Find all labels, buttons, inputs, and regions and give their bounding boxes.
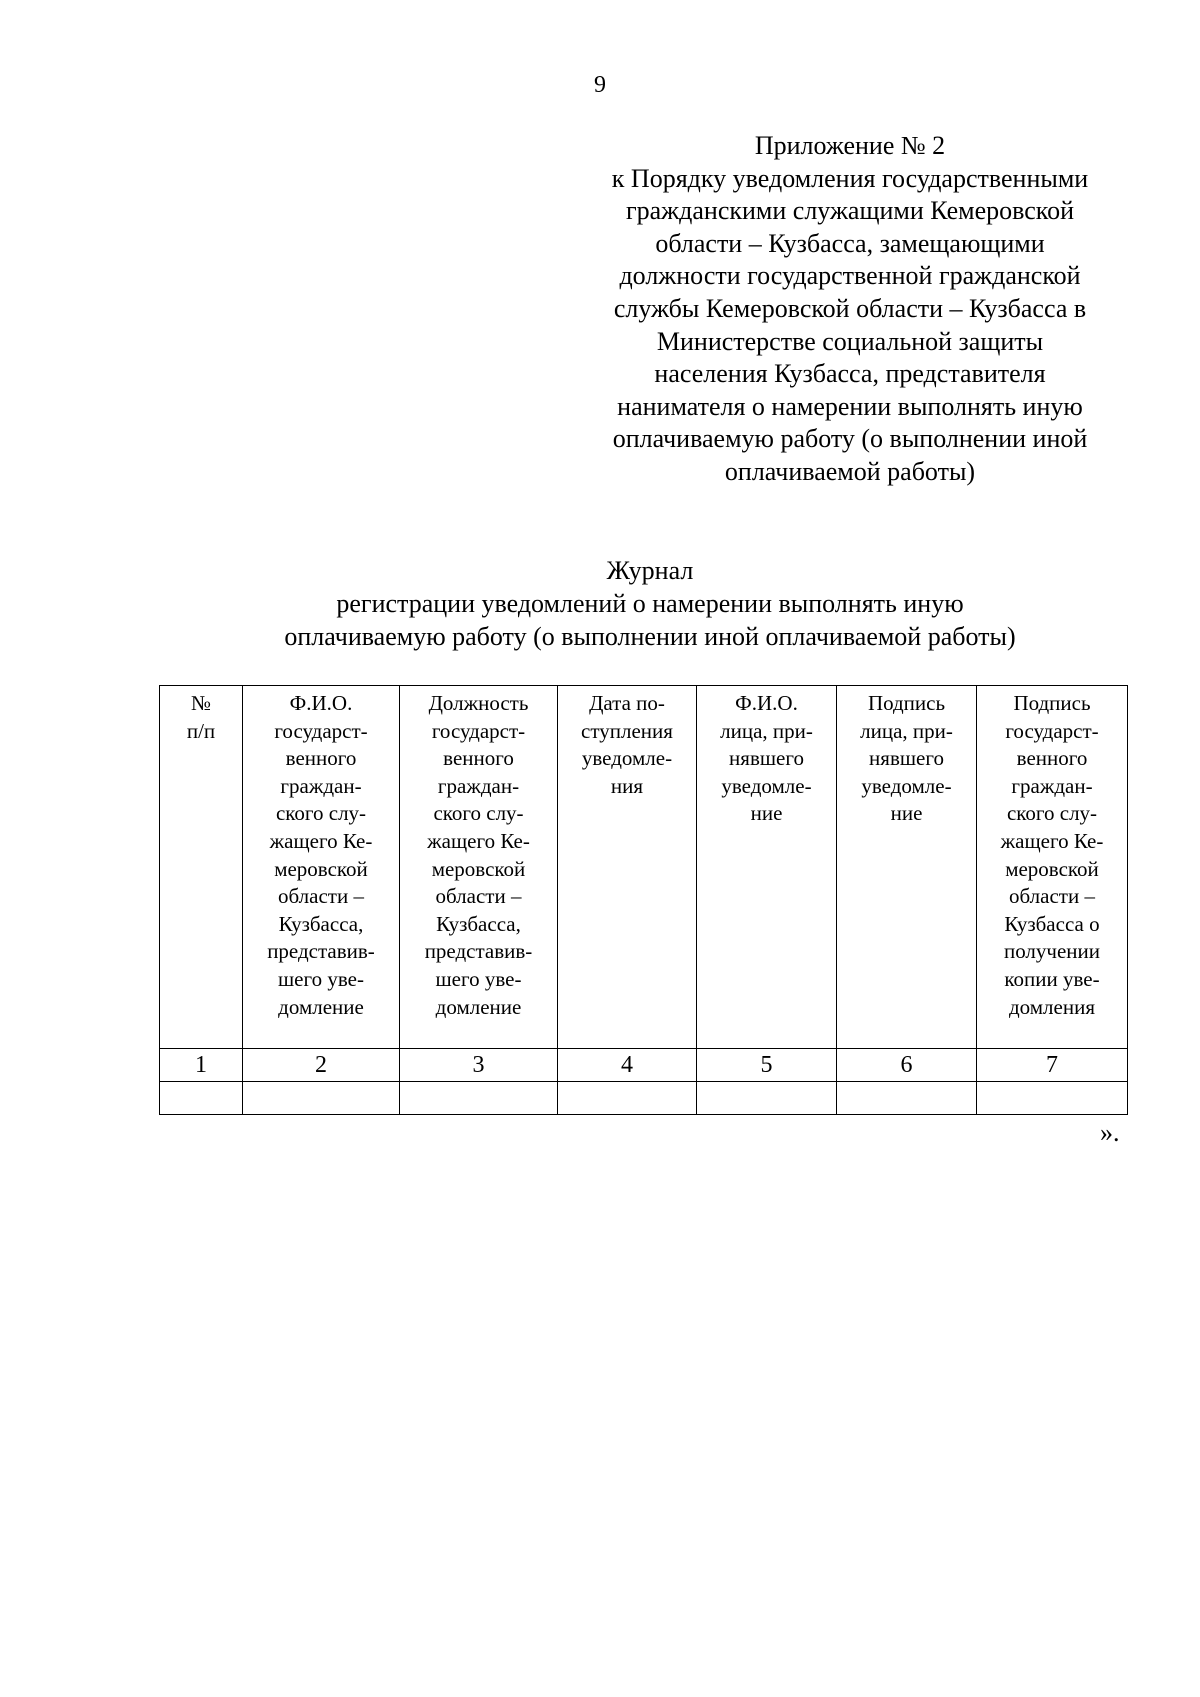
header-cell-line: шего уве-: [435, 966, 522, 991]
header-cell-line: Подпись: [1013, 691, 1091, 715]
header-cell-line: жащего Ке-: [427, 828, 530, 853]
header-cell-line: представив-: [424, 939, 533, 964]
header-cell-line: государст-: [274, 718, 368, 743]
empty-cell: [400, 1082, 558, 1115]
header-cell-line: ние: [750, 801, 783, 826]
appendix-line: гражданскими служащими Кемеровской: [625, 196, 1075, 226]
header-cell-line: получении: [1003, 939, 1101, 964]
appendix-line: оплачиваемую работу (о выполнении иной: [612, 424, 1088, 454]
header-cell-line: ние: [890, 801, 923, 826]
appendix-line: Приложение № 2: [754, 131, 946, 160]
header-cell-line: представив-: [267, 939, 375, 964]
header-cell-line: венного: [285, 746, 357, 771]
column-number-cell: 3: [400, 1049, 558, 1082]
header-cell-line: ского слу-: [1006, 801, 1098, 826]
table-header-row: [160, 686, 1128, 1049]
page-number: 9: [594, 72, 606, 98]
journal-title: [0, 554, 1200, 653]
header-cell: [160, 686, 243, 1049]
empty-cell: [837, 1082, 977, 1115]
header-cell-line: области –: [1009, 884, 1095, 909]
header-cell: [977, 686, 1128, 1049]
header-cell: [400, 686, 558, 1049]
header-cell-line: Должность: [428, 691, 529, 715]
empty-cell: [977, 1082, 1128, 1115]
header-cell-line: ского слу-: [433, 801, 524, 826]
header-cell-line: граждан-: [437, 773, 520, 798]
header-cell-line: области –: [435, 884, 522, 909]
header-cell-line: жащего Ке-: [1000, 828, 1104, 853]
header-cell-line: венного: [1016, 746, 1088, 771]
journal-title-line: Журнал: [606, 556, 694, 585]
header-cell-line: меровской: [1005, 856, 1099, 881]
header-cell-line: домление: [435, 994, 522, 1019]
appendix-line: населения Кузбасса, представителя: [654, 359, 1046, 389]
empty-cell: [697, 1082, 837, 1115]
header-cell-line: Кузбасса,: [278, 911, 364, 936]
appendix-line: области – Кузбасса, замещающими: [655, 228, 1045, 258]
column-number-cell: 1: [160, 1049, 243, 1082]
appendix-header: [580, 130, 1120, 489]
appendix-line: должности государственной гражданской: [619, 261, 1081, 291]
header-cell-line: области –: [278, 884, 364, 909]
appendix-line: службы Кемеровской области – Кузбасса в: [613, 293, 1087, 323]
header-cell: [243, 686, 400, 1049]
header-cell-line: копии уве-: [1004, 966, 1100, 991]
empty-cell: [243, 1082, 400, 1115]
header-cell-line: граждан-: [1011, 773, 1093, 798]
appendix-line: нанимателя о намерении выполнять иную: [617, 391, 1083, 421]
journal-title-line: регистрации уведомлений о намерении выполнять иную: [336, 589, 964, 618]
header-cell-line: государст-: [1005, 718, 1099, 743]
header-cell-line: государст-: [431, 718, 526, 743]
appendix-line: Министерстве социальной защиты: [656, 326, 1044, 356]
header-cell-line: №: [190, 691, 212, 715]
header-cell-line: нявшего: [869, 746, 944, 771]
header-cell: [697, 686, 837, 1049]
header-cell-line: нявшего: [729, 746, 804, 771]
header-cell: [558, 686, 697, 1049]
header-cell-line: уведомле-: [581, 746, 673, 771]
empty-cell: [160, 1082, 243, 1115]
header-cell-line: лица, при-: [720, 718, 813, 743]
header-cell-line: уведомле-: [861, 773, 952, 798]
header-cell: [837, 686, 977, 1049]
header-cell-line: венного: [443, 746, 514, 771]
column-number-row: [160, 1049, 1128, 1082]
column-number-cell: 5: [697, 1049, 837, 1082]
column-number-cell: 2: [243, 1049, 400, 1082]
appendix-line: к Порядку уведомления государственными: [611, 163, 1089, 193]
header-cell-line: п/п: [186, 718, 216, 743]
header-cell-line: жащего Ке-: [269, 828, 373, 853]
header-cell-line: уведомле-: [721, 773, 812, 798]
header-cell-line: Дата по-: [589, 691, 665, 715]
empty-entry-row: [160, 1082, 1128, 1115]
appendix-line: оплачиваемой работы): [724, 456, 976, 486]
header-cell-line: домления: [1008, 994, 1095, 1019]
column-number-cell: 7: [977, 1049, 1128, 1082]
column-number-cell: 4: [558, 1049, 697, 1082]
column-number-cell: 6: [837, 1049, 977, 1082]
header-cell-line: Подпись: [867, 691, 946, 715]
header-cell-line: Ф.И.О.: [735, 691, 798, 715]
header-cell-line: Ф.И.О.: [289, 691, 353, 715]
header-cell-line: ступления: [581, 718, 673, 743]
empty-cell: [558, 1082, 697, 1115]
header-cell-line: меровской: [431, 856, 526, 881]
header-cell-line: Кузбасса,: [436, 911, 521, 936]
header-cell-line: ния: [610, 773, 644, 798]
header-cell-line: ского слу-: [275, 801, 367, 826]
closing-quote-mark: ».: [1100, 1118, 1120, 1147]
header-cell-line: домление: [278, 994, 364, 1019]
header-cell-line: меровской: [274, 856, 368, 881]
header-cell-line: шего уве-: [278, 966, 364, 991]
header-cell-line: Кузбасса о: [1004, 911, 1100, 936]
header-cell-line: лица, при-: [860, 718, 953, 743]
journal-title-line: оплачиваемую работу (о выполнении иной оплачиваемой работы): [284, 622, 1016, 651]
header-cell-line: граждан-: [280, 773, 362, 798]
journal-table: [159, 685, 1128, 1115]
